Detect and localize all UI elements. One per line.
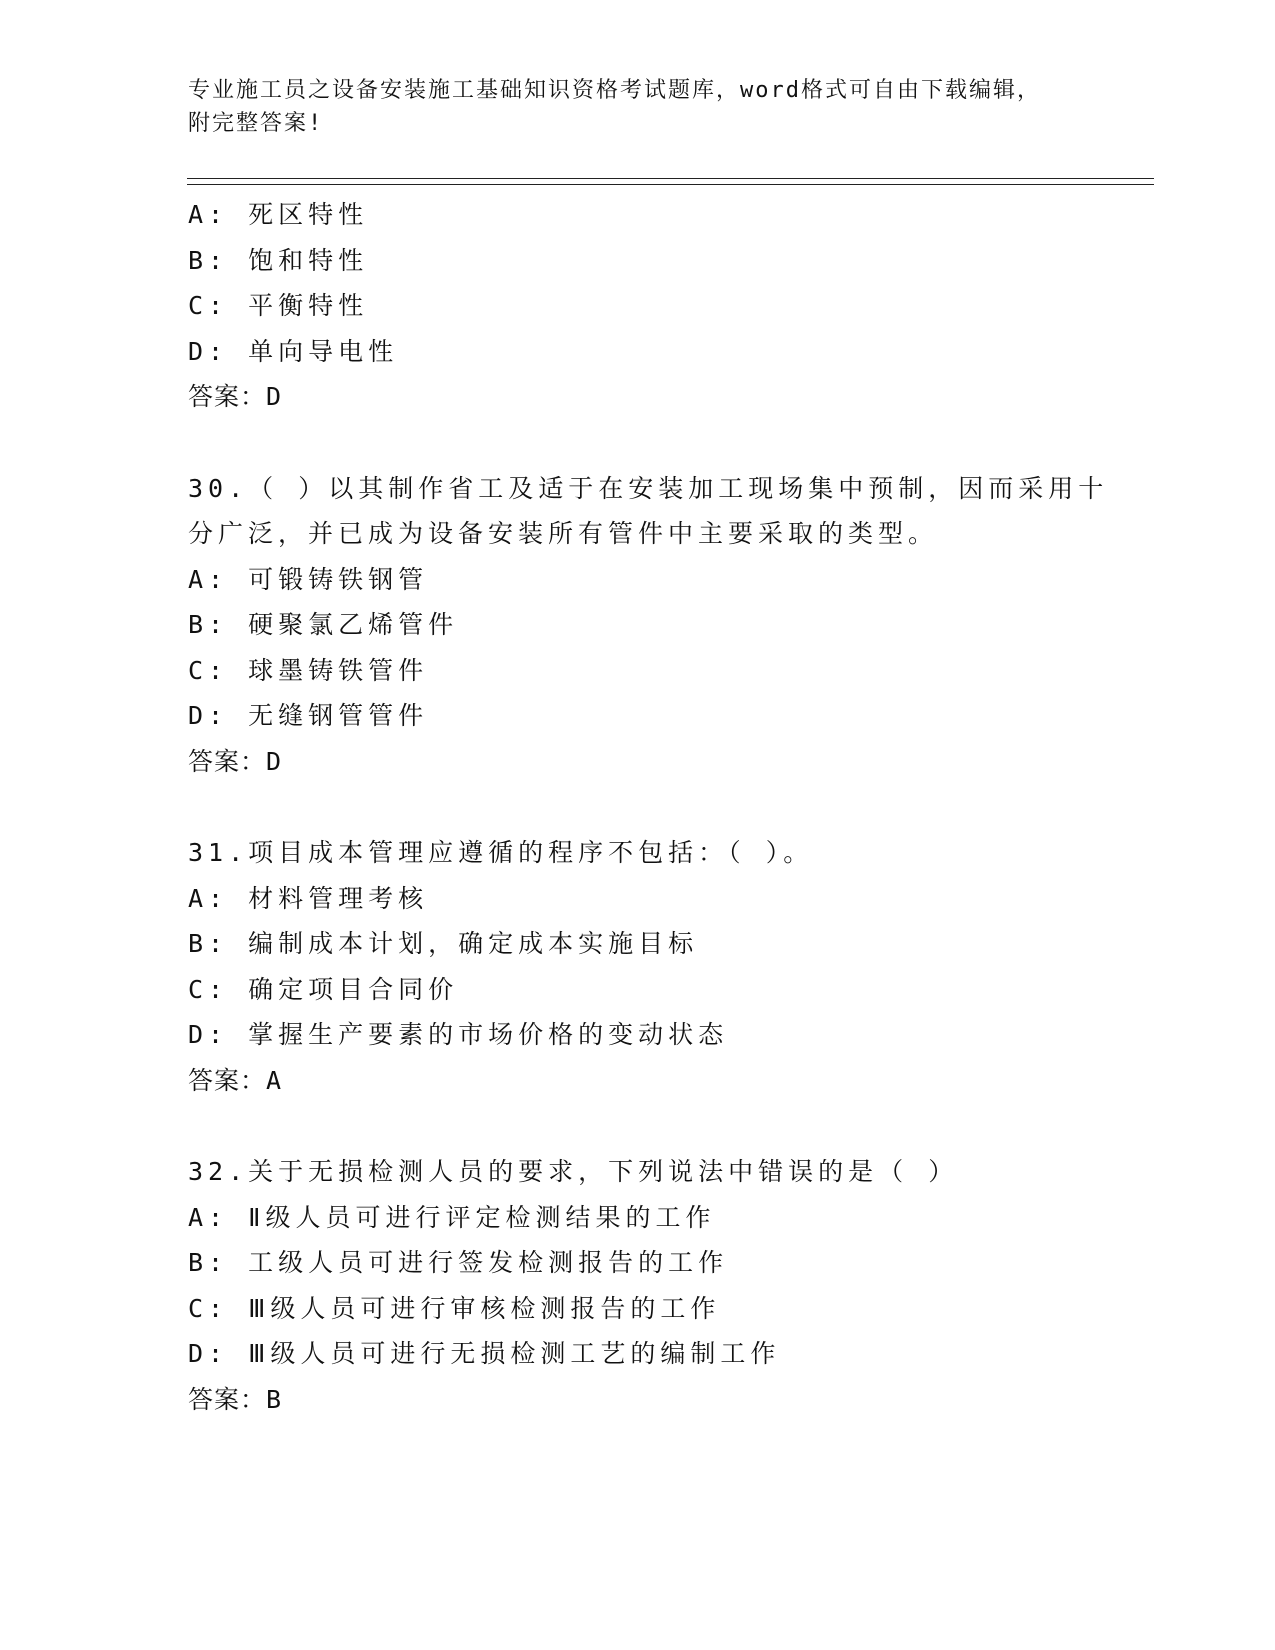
question-32 — [188, 1149, 1088, 1422]
question-stem-line-1: 30.（ ）以其制作省工及适于在安装加工现场集中预制，因而采用十 — [188, 473, 1109, 503]
question-stem-line-2: 分广泛，并已成为设备安装所有管件中主要采取的类型。 — [188, 519, 939, 548]
header-line-2: 附完整答案! — [188, 111, 324, 136]
option-c: C: 球墨铸铁管件 — [188, 655, 429, 685]
question-stem: 31.项目成本管理应遵循的程序不包括：（ ）。 — [188, 838, 814, 867]
option-a: A: Ⅱ级人员可进行评定检测结果的工作 — [188, 1202, 716, 1232]
option-b: B: 编制成本计划，确定成本实施目标 — [188, 929, 699, 958]
question-30 — [188, 466, 1109, 785]
option-c: C: Ⅲ级人员可进行审核检测报告的工作 — [188, 1293, 721, 1323]
option-d: D: 掌握生产要素的市场价格的变动状态 — [188, 1020, 729, 1049]
answer: 答案：D — [188, 746, 283, 776]
header-divider — [187, 178, 1154, 185]
spacer — [188, 420, 1088, 466]
option-d: D: Ⅲ级人员可进行无损检测工艺的编制工作 — [188, 1339, 781, 1368]
answer: 答案：B — [188, 1384, 283, 1414]
option-a: A: 死区特性 — [188, 200, 369, 229]
question-31 — [188, 830, 1088, 1103]
option-a: A: 可锻铸铁钢管 — [188, 564, 429, 594]
option-b: B: 饱和特性 — [188, 245, 369, 275]
option-c: C: 确定项目合同价 — [188, 974, 459, 1004]
spacer — [188, 784, 1088, 830]
answer: 答案：D — [188, 382, 283, 411]
spacer — [188, 1103, 1088, 1149]
option-b: B: 工级人员可进行签发检测报告的工作 — [188, 1248, 729, 1277]
question-stem: 32.关于无损检测人员的要求，下列说法中错误的是（ ） — [188, 1157, 959, 1186]
option-d: D: 单向导电性 — [188, 336, 399, 366]
question-list — [188, 192, 1109, 1422]
option-a: A: 材料管理考核 — [188, 883, 429, 913]
question-29 — [188, 192, 1088, 420]
answer: 答案：A — [188, 1065, 283, 1095]
option-d: D: 无缝钢管管件 — [188, 701, 429, 730]
option-b: B: 硬聚氯乙烯管件 — [188, 610, 459, 639]
header-line-1: 专业施工员之设备安装施工基础知识资格考试题库，word格式可自由下载编辑， — [188, 78, 1041, 103]
option-c: C: 平衡特性 — [188, 291, 369, 320]
document-header — [188, 74, 1068, 140]
